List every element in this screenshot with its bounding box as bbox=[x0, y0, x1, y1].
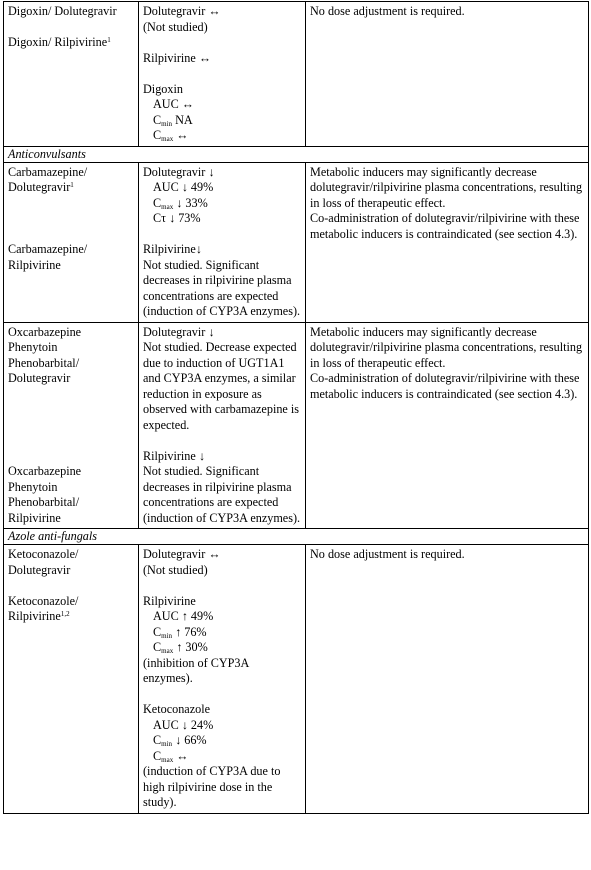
table-row-carbamazepine bbox=[4, 162, 589, 322]
drug-pair: Ketoconazole/ Rilpivirine$^{1,2}$ bbox=[8, 593, 79, 623]
drug-pair: Oxcarbazepine Phenytoin Phenobarbital/ Dolutegravir bbox=[8, 324, 82, 385]
effect-text: Rilpivirine ↔ bbox=[143, 50, 212, 65]
drug-cell bbox=[4, 545, 139, 814]
effect-text: Digoxin bbox=[143, 81, 183, 96]
section-row bbox=[4, 146, 589, 162]
recommendation-text: Metabolic inducers may significantly decrease dolutegravir/rilpivirine plasma concentrations, resulting in loss of therapeutic effect. Co-administration of dolutegravir/rilpivirine with these metabolic inducers is contraindicated (see section 4.3). bbox=[310, 324, 583, 401]
effect-text: Rilpivirine↓ Not studied. Significant decreases in rilpivirine plasma concentrations are expected (induction of CYP3A enzymes). bbox=[143, 242, 301, 318]
effect-text: Dolutegravir ↓ Not studied. Decrease expected due to induction of UGT1A1 and CYP3A enzymes, a similar reduction in exposure as observed with carbamazepine is expected. bbox=[143, 324, 300, 432]
drug-pair: Oxcarbazepine Phenytoin Phenobarbital/ Rilpivirine bbox=[8, 464, 82, 525]
recommendation-cell bbox=[306, 545, 589, 814]
drug-cell bbox=[4, 162, 139, 322]
recommendation-cell bbox=[306, 162, 589, 322]
pk-parameter: AUC ↓ 49% bbox=[153, 180, 214, 194]
effect-text: Dolutegravir ↔ (Not studied) bbox=[143, 4, 221, 34]
effect-text: Rilpivirine bbox=[143, 593, 196, 608]
table-row-ketoconazole bbox=[4, 545, 589, 814]
drug-pair: Carbamazepine/ Rilpivirine bbox=[8, 242, 88, 272]
effect-text: Dolutegravir ↓ bbox=[143, 164, 215, 179]
drug-pair: Carbamazepine/ Dolutegravir$^1$ bbox=[8, 164, 88, 194]
section-heading: Azole anti-fungals bbox=[4, 529, 589, 545]
recommendation-cell bbox=[306, 322, 589, 529]
drug-pair: Ketoconazole/ Dolutegravir bbox=[8, 547, 79, 577]
pk-parameter: $C_{min}$ NA bbox=[153, 112, 193, 128]
table-row-oxcarbazepine bbox=[4, 322, 589, 529]
pk-parameter: $C_{max}$ ↔ bbox=[153, 128, 189, 143]
drug-cell bbox=[4, 322, 139, 529]
pk-parameter: AUC ↓ 24% bbox=[153, 717, 214, 732]
pk-parameter: $C_{max}$ ↓ 33% bbox=[153, 195, 208, 211]
effect-text: (inhibition of CYP3A enzymes). bbox=[143, 655, 249, 685]
pk-parameter: AUC ↔ bbox=[153, 97, 194, 111]
pk-parameter: $C_{max}$ ↑ 30% bbox=[153, 640, 208, 655]
drug-pair: Digoxin/ Dolutegravir bbox=[8, 4, 117, 18]
pk-parameter: $C_{min}$ ↓ 66% bbox=[153, 733, 207, 748]
effect-text: Rilpivirine ↓ Not studied. Significant decreases in rilpivirine plasma concentrations are expected (induction of CYP3A enzymes). bbox=[143, 448, 301, 525]
effect-cell bbox=[139, 162, 306, 322]
pk-parameter: $C_{min}$ ↑ 76% bbox=[153, 624, 207, 640]
section-row bbox=[4, 529, 589, 545]
effect-text: (induction of CYP3A due to high rilpivirine dose in the study). bbox=[143, 764, 281, 809]
drug-pair: Digoxin/ Rilpivirine$^1$ bbox=[8, 35, 111, 49]
section-heading: Anticonvulsants bbox=[4, 146, 589, 162]
table-row-digoxin bbox=[4, 2, 589, 147]
recommendation-text: No dose adjustment is required. bbox=[310, 4, 465, 18]
pk-parameter: Cτ ↓ 73% bbox=[153, 211, 201, 225]
interaction-table bbox=[3, 1, 589, 814]
recommendation-text: No dose adjustment is required. bbox=[310, 547, 465, 561]
pk-parameter: $C_{max}$ ↔ bbox=[153, 748, 189, 764]
recommendation-cell bbox=[306, 2, 589, 147]
recommendation-text: Metabolic inducers may significantly decrease dolutegravir/rilpivirine plasma concentrations, resulting in loss of therapeutic effect. Co-administration of dolutegravir/rilpivirine with these metabolic inducers is contraindicated (see section 4.3). bbox=[310, 164, 583, 241]
pk-parameter: AUC ↑ 49% bbox=[153, 609, 214, 623]
drug-cell bbox=[4, 2, 139, 147]
effect-cell bbox=[139, 2, 306, 147]
effect-cell bbox=[139, 322, 306, 529]
effect-text: Ketoconazole bbox=[143, 702, 210, 716]
effect-cell bbox=[139, 545, 306, 814]
effect-text: Dolutegravir ↔ (Not studied) bbox=[143, 547, 221, 577]
